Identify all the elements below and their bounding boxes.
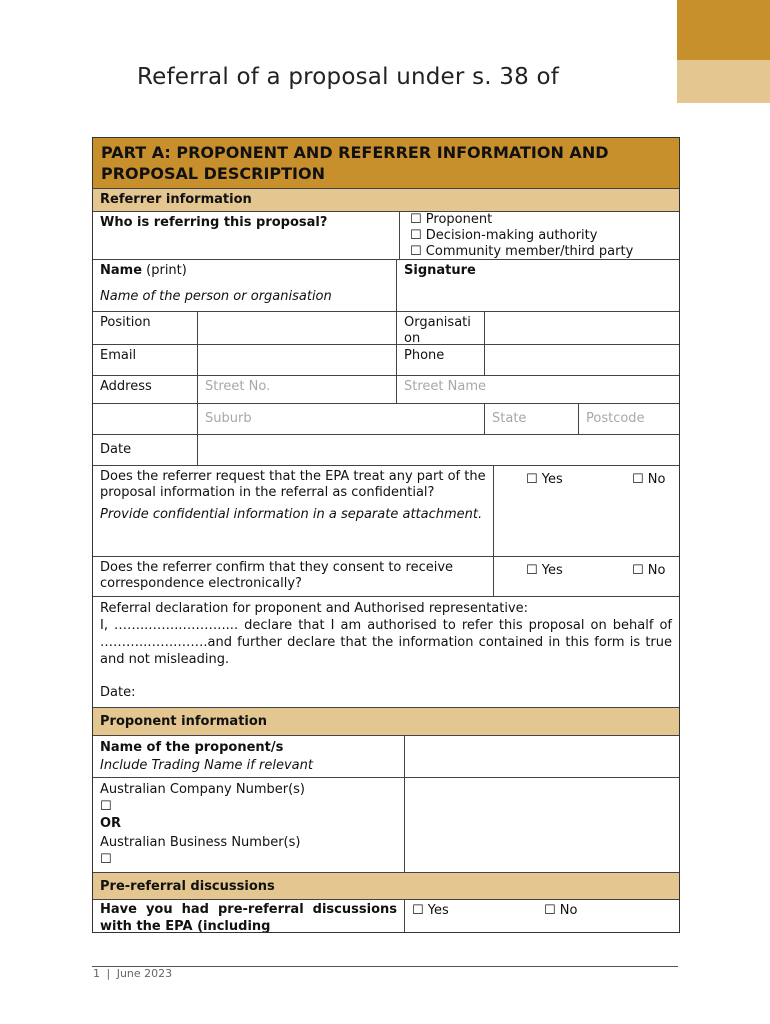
- organisation-input[interactable]: [484, 311, 679, 344]
- electronic-question: Does the referrer confirm that they consent to receive correspondence electronically?: [93, 556, 493, 596]
- declaration-cell[interactable]: [93, 596, 679, 707]
- signature-cell[interactable]: Signature: [396, 259, 679, 311]
- abn-checkbox[interactable]: ☐: [100, 852, 112, 867]
- declaration-body: I, ……..……..……….... declare that I am authorised to refer this proposal on behalf of ………..…….…….and further declare that the information contained in this form is true and not misleading.: [100, 618, 672, 667]
- address-label: Address: [93, 375, 197, 403]
- declaration-heading: Referral declaration for proponent and Authorised representative:: [100, 601, 529, 616]
- pre-referral-section-label: Pre-referral discussions: [93, 872, 679, 899]
- referrer-section-label: Referrer information: [93, 188, 679, 211]
- name-print-suffix: (print): [146, 263, 187, 278]
- date-label: Date: [93, 434, 197, 465]
- abn-label: Australian Business Number(s): [100, 835, 301, 850]
- address-spacer: [93, 403, 197, 434]
- phone-input[interactable]: [484, 344, 679, 375]
- email-label: Email: [93, 344, 197, 375]
- company-numbers-input[interactable]: [404, 777, 679, 872]
- electronic-options: [493, 556, 679, 596]
- proponent-name-input[interactable]: [404, 735, 679, 777]
- footer-separator: |: [106, 967, 111, 980]
- header-accent-light: [677, 60, 770, 103]
- date-input[interactable]: [197, 434, 679, 465]
- name-label: Name: [100, 263, 143, 278]
- footer-rule: [92, 966, 678, 967]
- option-community-checkbox[interactable]: ☐ Community member/third party: [410, 244, 634, 259]
- proponent-name-cell: [93, 735, 404, 777]
- organisation-label: Organisation: [396, 311, 484, 344]
- pre-referral-yes-checkbox[interactable]: ☐ Yes: [412, 903, 449, 918]
- who-referring-options: [399, 211, 679, 259]
- pre-referral-options: [404, 899, 679, 933]
- who-referring-label: Who is referring this proposal?: [93, 211, 399, 259]
- pre-referral-question: Have you had pre-referral discussions with the EPA (including: [93, 899, 404, 933]
- proponent-section-label: Proponent information: [93, 707, 679, 735]
- confidential-options: [493, 465, 679, 556]
- state-input[interactable]: State: [484, 403, 578, 434]
- referrer-name-cell[interactable]: [93, 259, 396, 311]
- confidential-no-checkbox[interactable]: ☐ No: [632, 472, 666, 487]
- declaration-date: Date:: [100, 685, 136, 700]
- electronic-no-checkbox[interactable]: ☐ No: [632, 563, 666, 578]
- confidential-yes-checkbox[interactable]: ☐ Yes: [526, 472, 563, 487]
- street-number-input[interactable]: Street No.: [197, 375, 396, 403]
- suburb-input[interactable]: Suburb: [197, 403, 484, 434]
- part-a-heading: PART A: PROPONENT AND REFERRER INFORMATION AND PROPOSAL DESCRIPTION: [93, 138, 679, 188]
- or-label: OR: [100, 816, 122, 831]
- header-accent-dark: [677, 0, 770, 60]
- option-proponent-checkbox[interactable]: ☐ Proponent: [410, 212, 493, 227]
- option-decision-authority-checkbox[interactable]: ☐ Decision-making authority: [410, 228, 598, 243]
- confidential-note: Provide confidential information in a separate attachment.: [100, 507, 483, 522]
- pre-referral-no-checkbox[interactable]: ☐ No: [544, 903, 578, 918]
- confidential-question: Does the referrer request that the EPA treat any part of the proposal information in the referral as confidential?: [100, 469, 486, 500]
- name-hint: Name of the person or organisation: [100, 289, 332, 304]
- confidential-question-cell: [93, 465, 493, 556]
- street-name-input[interactable]: Street Name: [396, 375, 679, 403]
- position-label: Position: [93, 311, 197, 344]
- proponent-name-label: Name of the proponent/s: [100, 740, 284, 755]
- document-title: Referral of a proposal under s. 38 of: [137, 64, 560, 90]
- acn-checkbox[interactable]: ☐: [100, 799, 112, 814]
- electronic-yes-checkbox[interactable]: ☐ Yes: [526, 563, 563, 578]
- proponent-name-hint: Include Trading Name if relevant: [100, 758, 313, 773]
- page-footer: [93, 967, 172, 980]
- page-number: 1: [93, 967, 100, 980]
- postcode-input[interactable]: Postcode: [578, 403, 679, 434]
- email-input[interactable]: [197, 344, 396, 375]
- company-numbers-cell: [93, 777, 404, 872]
- phone-label: Phone: [396, 344, 484, 375]
- acn-label: Australian Company Number(s): [100, 782, 305, 797]
- referral-form: [92, 137, 680, 933]
- position-input[interactable]: [197, 311, 396, 344]
- footer-date: June 2023: [116, 967, 173, 980]
